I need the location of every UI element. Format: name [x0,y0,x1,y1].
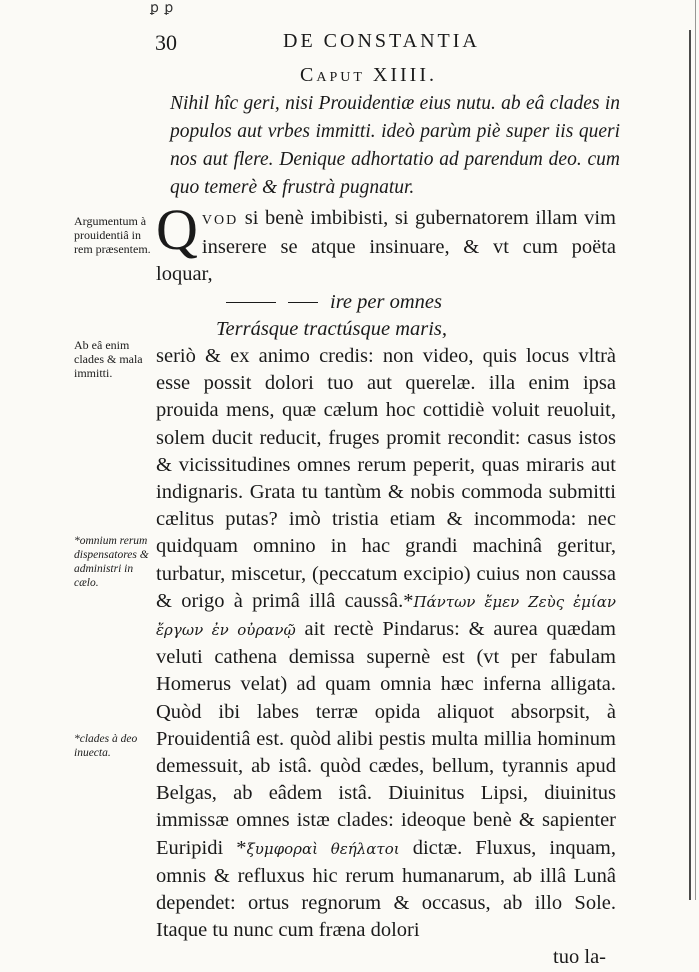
margin-note: *omnium rerum dispensatores & administri in cælo. [74,535,149,589]
bleed-through-marks: ꝑ ꝑ [150,1,175,16]
page-number: 30 [155,30,177,55]
page-edge-line [689,30,691,900]
opening-text: si benè imbibisti, si gubernatorem illam vim inserere se atque insinuare, & vt cum poëta loquar, [156,207,616,286]
margin-note: Argumentum à prouidentiâ in rem præsentem. [74,214,151,256]
catchword: tuo la- [553,946,606,969]
chapter-summary: Nihil hîc geri, nisi Prouidentiæ eius nutu. ab eâ clades in populos aut vrbes immitti. ideò parùm piè super iis queri nos aut flere. Denique adhortatio ad parendum deo. cum quo temerè & frustrà pugnatur. [170,93,620,198]
margin-note: Ab eâ enim clades & mala immitti. [74,338,143,380]
drop-cap: Q [156,197,198,262]
main-text [156,197,616,972]
running-title: DE CONSTANTIA [283,30,480,52]
verse-line: ire per omnes [156,289,616,316]
greek-quotation: Πάντων ἔμεν Ζεὺς ἐμίαν ἔργων ἐν οὐρανῷ [156,592,616,640]
opening-word-small-caps: VOD [201,213,239,228]
opening-paragraph [156,197,616,289]
chapter-heading: Caput XIIII. [300,64,437,86]
verse-line: Terrásque tractúsque maris, [216,317,448,340]
greek-quotation: ξυμφοραὶ θεήλατοι [246,839,400,858]
verse-dash [288,302,318,303]
verse-dash [226,302,276,303]
page-header [155,30,515,54]
page-edge-line-outer [695,0,696,900]
margin-note: *clades à deo inuecta. [74,733,138,759]
body-paragraph: seriò & ex animo credis: non video, quis locus vltrà esse possit dolori tuo aut querelæ. illa enim ipsa prouida mens, quæ cælum hoc cottidiè voluit reuoluit, solem ducit reducit, fruges promit recondit: casus istos & vicissitudines omnes rerum peperit, quas miraris aut indignaris. Grata tu tantùm & nobis commoda submitti cælitus putas? imò tristia etiam & incommoda: nec quidquam omnino in hac grandi machinâ geritur, turbatur, miscetur, (peccatum excipio) cuius non caussa & origo à primâ illâ caussâ.*Πάντων ἔμεν Ζεὺς ἐμίαν ἔργων ἐν οὐρανῷ ait rectè Pindarus: & aurea quædam veluti cathena demissa supernè est (vt per fabulam Homerus velat) ad quam omnia hæc inferna alligata. Quòd ibi labes terræ opida aliquot absorpsit, à Prouidentiâ est. quòd alibi pestis multa millia hominum demessuit, ab istâ. quòd cædes, bellum, tyrannis apud Belgas, ab eâdem istâ. Diuinitus Lipsi, diuinitus immissæ omnes istæ clades: ideoque benè & sapienter Euripidi *ξυμφοραὶ θεήλατοι dictæ. Fluxus, inquam, omnis & refluxus hic rerum humanarum, ab illâ Lunâ dependet: ortus regnorum & occasus, ab illo Sole. Itaque tu nunc cum fræna dolori [156,345,616,942]
